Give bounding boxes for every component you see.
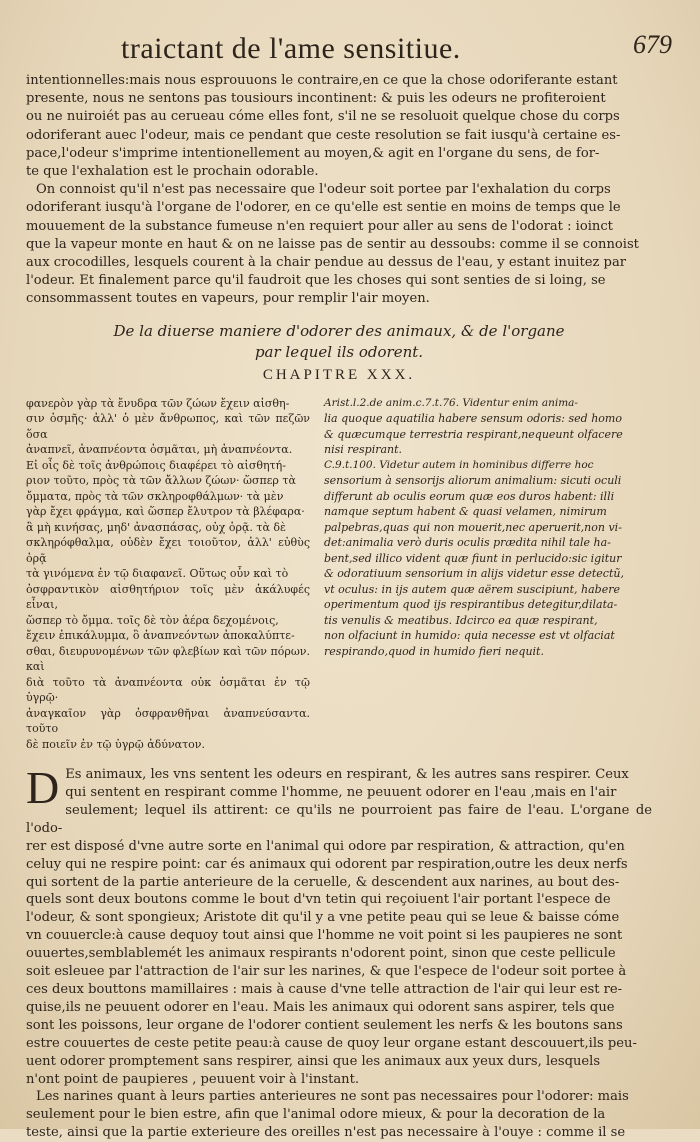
latin-line: tis venulis & meatibus. Idcirco ea quæ respirant,: [324, 613, 598, 627]
latin-line: det:animalia verò duris oculis prædita nihil tale ha-: [324, 536, 611, 550]
text-line: qui sentent en respirant comme l'homme, ne peuuent odorer en l'eau ,mais en l'air: [65, 785, 617, 801]
chapter-body: [26, 762, 652, 1142]
latin-line: bent,sed illico vident quæ fiunt in perlucido:sic igitur: [324, 551, 622, 565]
text-line: qui sortent de la partie anterieure de la ceruelle, & descendent aux narines, au bout des-: [26, 874, 620, 890]
text-line: vn couuercle:à cause dequoy tout ainsi que l'homme ne voit point si les paupieres ne sont: [26, 928, 623, 944]
text-line: sont les poissons, leur organe de l'odorer contient seulement les nerfs & les boutons sans: [26, 1017, 623, 1033]
greek-quotation: [26, 396, 310, 753]
latin-line: non olfaciunt in humido: quia necesse est vt olfaciat: [324, 629, 615, 643]
latin-line: Arist.l.2.de anim.c.7.t.76. Videntur enim anima-: [324, 396, 578, 409]
text-line: uent odorer promptement sans respirer, ainsi que les animaux aux yeux durs, lesquels: [26, 1053, 601, 1069]
text-line: soit esleuee par l'attraction de l'air sur les narines, & que l'espece de l'odeur soit portee à: [26, 964, 627, 980]
latin-line: vt oculus: in ijs autem quæ aërem suscipiunt, habere: [324, 582, 621, 596]
greek-line: ἀναπνεῖ, ἀναπνέοντα ὀσμᾶται, μὴ ἀναπνέοντα.: [26, 443, 293, 457]
running-head: [26, 28, 672, 72]
greek-line: φανερὸν γὰρ τὰ ἔνυδρα τῶν ζώων ἔχειν αἰσθη-: [26, 396, 290, 410]
text-line: l'odeur. Et finalement parce qu'il faudroit que les choses qui sont senties de si loing, se: [26, 273, 606, 289]
text-line: ouuertes,semblablemét les animaux respirants n'odorent point, sinon que ceste pellicule: [26, 946, 616, 962]
section-title-line: De la diuerse maniere d'odorer des animaux, & de l'organe: [113, 321, 565, 340]
text-line: presente, nous ne sentons pas tousiours incontinent: & puis les odeurs ne profiteroient: [26, 91, 606, 107]
second-paragraph: [26, 181, 652, 308]
text-line: seulement; lequel ils attirent: ce qu'ils ne pourroient pas faire de l'eau. L'organe de l'odo-: [26, 802, 652, 836]
greek-line: σθαι, διευρυνομένων τῶν φλεβίων καὶ τῶν πόρων. καὶ: [26, 644, 310, 674]
text-line: rer est disposé d'vne autre sorte en l'animal qui odore par respiration, & attraction, qu'en: [26, 838, 625, 854]
greek-line: διὰ τοῦτο τὰ ἀναπνέοντα οὐκ ὀσμᾶται ἐν τῷ ὑγρῷ·: [26, 675, 310, 705]
greek-line: ριον τοῦτο, πρὸς τὰ τῶν ἄλλων ζώων· ὥσπερ τὰ: [26, 474, 296, 488]
latin-line: differunt ab oculis eorum quæ eos duros habent: illi: [324, 489, 615, 503]
text-line: te que l'exhalation est le prochain odorable.: [26, 164, 319, 180]
greek-line: ἀναγκαῖον γὰρ ὀσφρανθῆναι ἀναπνεύσαντα. τοῦτο: [26, 706, 310, 736]
text-line: estre couuertes de ceste petite peau:à cause de quoy leur organe estant descouuert,ils peu-: [26, 1035, 637, 1051]
text-line: mouuement de la substance fumeuse n'en requiert pour aller au sens de l'odorat : ioinct: [26, 218, 613, 234]
page-number: 679: [633, 30, 672, 59]
text-line: ces deux bouttons mamillaires : mais à cause d'vne telle attraction de l'air qui leur est re-: [26, 982, 623, 998]
text-line: Es animaux, les vns sentent les odeurs en respirant, & les autres sans respirer. Ceux: [65, 767, 629, 783]
text-line: l'odeur, & sont spongieux; Aristote dit qu'il y a vne petite peau qui se leue & baisse cóme: [26, 910, 620, 926]
quotation-columns: [26, 396, 652, 753]
page-title: traictant de l'ame sensitiue.: [121, 32, 461, 65]
greek-line: ἔχειν ἐπικάλυμμα, ὃ ἀναπνεόντων ἀποκαλύπτε-: [26, 629, 295, 643]
section-title-line: par lequel ils odorent.: [254, 342, 424, 361]
text-line: quise,ils ne peuuent odorer en l'eau. Mais les animaux qui odorent sans aspirer, tels que: [26, 999, 615, 1015]
section-heading: [26, 321, 652, 363]
latin-line: lia quoque aquatilia habere sensum odoris: sed homo: [324, 412, 622, 426]
greek-line: σιν ὀσμῆς· ἀλλ' ὁ μὲν ἄνθρωπος, καὶ τῶν πεζῶν ὅσα: [26, 412, 310, 441]
text-line: n'ont point de paupieres , peuuent voir à l'instant.: [26, 1071, 360, 1087]
greek-line: τὰ γινόμενα ἐν τῷ διαφανεῖ. Οὕτως οὖν καὶ τὸ: [26, 567, 289, 581]
latin-quotation: [324, 396, 638, 753]
greek-line: ὄμματα, πρὸς τὰ τῶν σκληροφθάλμων· τὰ μὲν: [26, 489, 284, 503]
text-line: On connoist qu'il n'est pas necessaire que l'odeur soit portee par l'exhalation du corps: [36, 182, 611, 198]
latin-line: nisi respirant.: [324, 443, 403, 457]
latin-line: respirando,quod in humido fieri nequit.: [324, 644, 544, 658]
text-line: seulement pour le bien estre, afin que l'animal odore mieux, & pour la decoration de la: [26, 1107, 606, 1123]
greek-line: Εἰ οἷς δὲ τοῖς ἀνθρώποις διαφέρει τὸ αἰσθητή-: [26, 458, 286, 472]
text-line: quels sont deux boutons comme le bout d'vn tetin qui reçoiuent l'air portant l'espece de: [26, 892, 611, 908]
text-line: ou ne nuiroiét pas au cerueau cóme elles font, s'il ne se resoluoit quelque chose du corps: [26, 109, 620, 125]
greek-line: ὥσπερ τὸ ὄμμα. τοῖς δὲ τὸν ἀέρα δεχομένοις,: [26, 613, 279, 627]
text-line: intentionnelles:mais nous esprouuons le contraire,en ce que la chose odoriferante estant: [26, 73, 618, 88]
text-line: Les narines quant à leurs parties anterieures ne sont pas necessaires pour l'odorer: mais: [36, 1089, 629, 1105]
text-line: celuy qui ne respire point: car és animaux qui odorent par respiration,outre les deux nerfs: [26, 856, 628, 872]
text-line: que la vapeur monte en haut & on ne laisse pas de sentir au dessoubs: comme il se connoist: [26, 236, 639, 252]
chapter-label: CHAPITRE XXX.: [262, 366, 416, 383]
latin-line: & quæcumque terrestria respirant,nequeunt olfacere: [324, 427, 623, 441]
drop-cap: D: [26, 762, 60, 814]
text-line: pace,l'odeur s'imprime intentionellement au moyen,& agit en l'organe du sens, de for-: [26, 145, 600, 161]
greek-line: ἃ μὴ κινήσας, μηδ' ἀνασπάσας, οὐχ ὁρᾷ. τὰ δὲ: [26, 520, 286, 534]
latin-line: operimentum quod ijs respirantibus detegitur,dilata-: [324, 598, 618, 612]
greek-line: δὲ ποιεῖν ἐν τῷ ὑγρῷ ἀδύνατον.: [26, 737, 205, 751]
greek-line: ὀσφραντικὸν αἰσθητήριον τοῖς μὲν ἀκάλυφές εἶναι,: [26, 582, 310, 612]
greek-line: σκληρόφθαλμα, οὐδὲν ἔχει τοιοῦτον, ἀλλ' εὐθὺς ὁρᾷ: [26, 536, 310, 565]
greek-line: γὰρ ἔχει φράγμα, καὶ ὥσπερ ἔλυτρον τὰ βλέφαρα·: [26, 505, 305, 519]
opening-paragraph: [26, 72, 652, 181]
text-line: odoriferant auec l'odeur, mais ce pendant que ceste resolution se fait iusqu'à certaine es-: [26, 127, 621, 143]
latin-line: sensorium à sensorijs aliorum animalium: sicuti oculi: [324, 474, 622, 488]
text-line: teste, ainsi que la partie exterieure des oreilles n'est pas necessaire à l'ouye : comme il se: [26, 1125, 626, 1141]
latin-line: palpebras,quas qui non mouerit,nec aperuerit,non vi-: [324, 520, 622, 534]
text-line: consommassent toutes en vapeurs, pour remplir l'air moyen.: [26, 291, 430, 307]
latin-line: & odoratiuum sensorium in alijs videtur esse detectũ,: [324, 567, 624, 581]
latin-line: namque septum habent & quasi velamen, nimirum: [324, 505, 607, 519]
text-line: aux crocodilles, lesquels courent à la chair pendue au dessus de l'eau, y estant inuitez par: [26, 255, 627, 271]
text-line: odoriferant iusqu'à l'organe de l'odorer, en ce qu'elle est sentie en moins de temps que le: [26, 200, 621, 216]
latin-line: C.9.t.100. Videtur autem in hominibus differre hoc: [324, 458, 594, 471]
